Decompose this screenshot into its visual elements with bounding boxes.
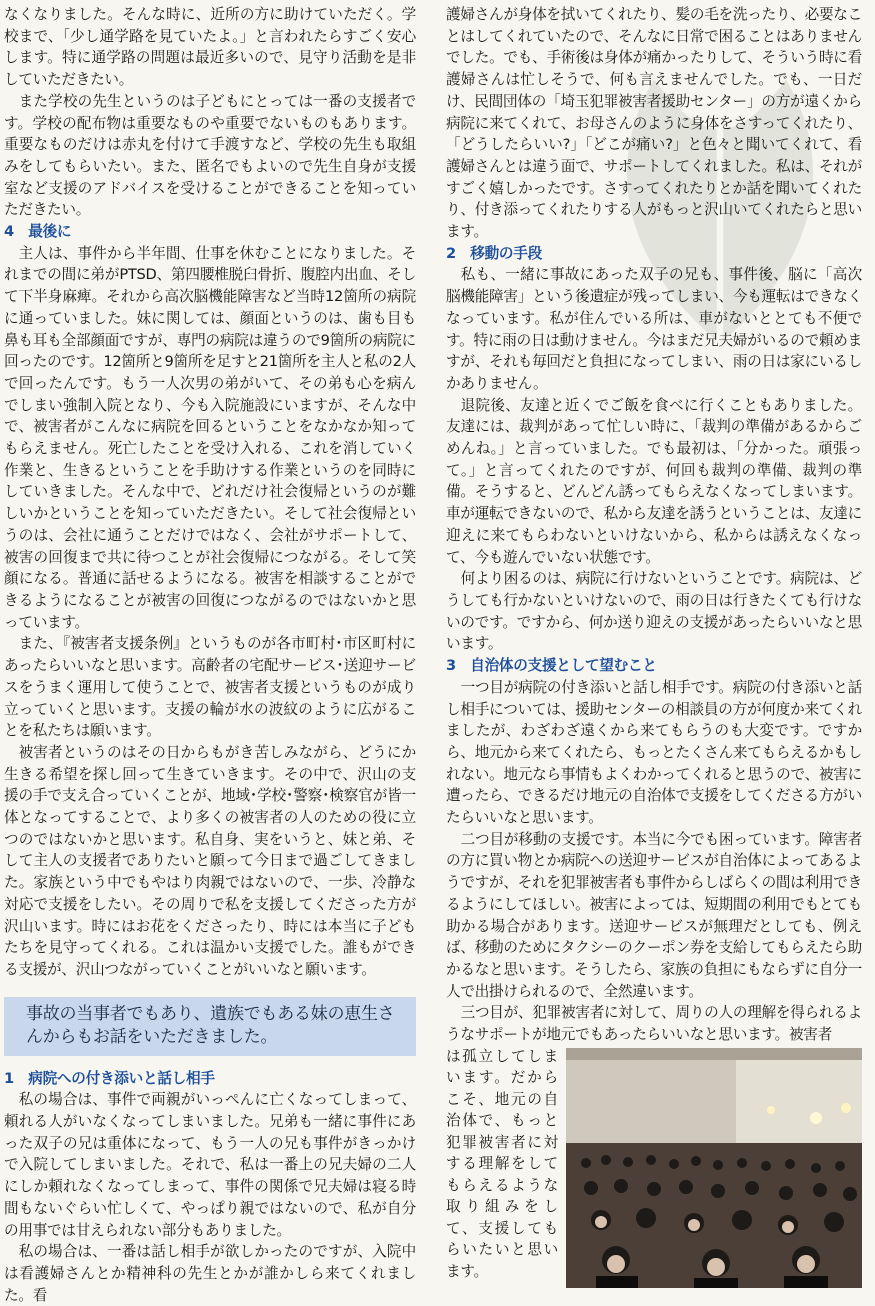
auditorium-photo (566, 1048, 862, 1288)
paragraph: は孤立してしまいます。だからこそ、地元の自治体で、もっと犯罪被害者に対する理解をしてもらえるような取り組みをして、支援してもらいたいと思います。 (446, 1047, 558, 1280)
paragraph: 三つ目が、犯罪被害者に対して、周りの人の理解を得られるようなサポートが地元でもあったらいいなと思います。被害者 (446, 1004, 862, 1044)
photo-block (446, 1046, 862, 1283)
paragraph: 主人は、事件から半年間、仕事を休むことになりました。それまでの間に弟がPTSD、第四腰椎脱臼骨折、腹腔内出血、そして下半身麻痺。それから高次脳機能障害など当時12箇所の病院に通っていました。妹に関しては、顔面というのは、歯も目も鼻も耳も全部顔面ですが、専門の病院は違うので9箇所の病院に回ったのです。12箇所と9箇所を足すと21箇所を主人と私の2人で回ったんです。もう一人次男の弟がいて、その弟も心を病んでしまい強制入院となり、今も入院施設にいますが、そんな中で、被害者がこんなに病院を回るということをなかなか知ってもらえません。死亡したことを受け入れる、これを消していく作業と、生きるということを手助けする作業というのを同時にしていきました。そんな中で、どれだけ社会復帰というのが難しいかということを知っていただきたい。そして社会復帰というのは、会社に通うことだけではなく、会社がサポートして、被害の回復まで共に待つことが社会復帰につながる。そして笑顔になる。普通に話せるようになる。被害を相談することができるようになることが被害の回復につながるのではないかと思っています。 (4, 244, 416, 631)
intro-banner: 事故の当事者でもあり、遺族でもある妹の恵生さんからもお話をいただきました。 (4, 997, 416, 1056)
paragraph: また学校の先生というのは子どもにとっては一番の支援者です。学校の配布物は重要なものや重要でないものもあります。重要なものだけは赤丸を付けて手渡すなど、学校の先生も取組みをしてもらいたい。また、匿名でもよいので先生自身が支援室など支援のアドバイスを受けることができることを知っていただきたい。 (4, 92, 416, 219)
section-heading: 2 移動の手段 (446, 244, 542, 262)
paragraph: 退院後、友達と近くでご飯を食べに行くこともありました。友達には、裁判があって忙しい時に、「裁判の準備があるからごめんね。」と言っていました。でも最初は、「分かった。頑張って。」と言ってくれたのですが、何回も裁判の準備、裁判の準備。そうすると、どんどん誘ってもらえなくなってしまいます。車が運転できないので、私から友達を誘うということは、友達に迎えに来てもらわないといけないから、私からは誘えなくなって、今も遊んでいない状態です。 (446, 396, 862, 566)
paragraph: 護婦さんが身体を拭いてくれたり、髪の毛を洗ったり、必要なことはしてくれていたので、そんなに日常で困ることはありませんでした。でも、手術後は身体が痛かったりして、そういう時に看護婦さんは忙しそうで、何も言えませんでした。でも、一日だけ、民間団体の「埼玉犯罪被害者援助センター」の方が遠くから病院に来てくれて、お母さんのように身体をさすってくれたり、「どうしたらいい?」「どこが痛い?」と色々と聞いてくれて、看護婦さんとは違う面で、サポートしてくれました。私は、それがすごく嬉しかったです。さすってくれたりとか話を聞いてくれたり、付き添ってくれたりする人がもっと沢山いてくれたらと思います。 (446, 6, 862, 241)
paragraph: 私の場合は、事件で両親がいっぺんに亡くなってしまって、頼れる人がいなくなってしまいました。兄弟も一緒に事件にあった双子の兄は重体になって、もう一人の兄も事件がきっかけで入院してしまいました。それで、私は一番上の兄夫婦の二人にしか頼れなくなってしまって、事件の関係で兄夫婦は寝る時間もないぐらい忙しくて、やっぱり親ではないので、私が自分の用事では甘えられない部分もありました。 (4, 1091, 416, 1239)
paragraph: なくなりました。そんな時に、近所の方に助けていただく。学校まで、「少し通学路を見ていたよ。」と言われたらすごく安心します。特に通学路の問題は最近多いので、見守り活動を是非していただきたい。 (4, 6, 416, 89)
section-heading: 3 自治体の支援として望むこと (446, 657, 657, 675)
paragraph: 私の場合は、一番は話し相手が欲しかったのですが、入院中は看護婦さんとか精神科の先生とかが誰かしら来てくれました。看 (4, 1243, 416, 1304)
section-heading: 1 病院への付き添いと話し相手 (4, 1069, 215, 1087)
paragraph: 二つ目が移動の支援です。本当に今でも困っています。障害者の方に買い物とか病院への送迎サービスが自治体によってあるようですが、それを犯罪被害者も事件からしばらくの間は利用できるようにしてほしい。被害によっては、短期間の利用でもとても助かる場合があります。送迎サービスが無理だとしても、例えば、移動のためにタクシーのクーポン券を支給してもらえたら助かるなと思います。そうしたら、家族の負担にもならずに自分一人で出掛けられるので、全然違います。 (446, 830, 862, 1000)
section-heading: 4 最後に (4, 223, 72, 241)
paragraph: 被害者というのはその日からもがき苦しみながら、どうにか生きる希望を探し回って生きていきます。その中で、沢山の支援の手で支え合っていくことが、地域･学校･警察･検察官が皆一体となってすることで、より多くの被害者の人のための役に立つのではないかと思います。私自身、実をいうと、妹と弟、そして主人の支援者でありたいと願って今日まで過ごしてきました。家族という中でもやはり肉親ではないので、一歩、冷静な対応で支援をしたい。その周りで私を支援してくださった方が沢山います。時にはお花をくださったり、時には本当に子どもたちを見守ってくれる。これは温かい支援でした。誰もができる支援が、沢山つながっていくことがいいなと願います。 (4, 743, 416, 978)
left-column (4, 4, 416, 1306)
right-column (446, 4, 862, 1288)
paragraph: 一つ目が病院の付き添いと話し相手です。病院の付き添いと話し相手については、援助センターの相談員の方が何度か来てくれましたが、わざわざ遠くから来てもらうのも大変です。ですから、地元から来てくれたら、もっとたくさん来てもらえるかもしれない。地元なら事情もよくわかってくれると思うので、被害に遭ったら、できるだけ地元の自治体で支援をしてくださる方がいたらいいなと思います。 (446, 678, 862, 827)
paragraph: また、『被害者支援条例』というものが各市町村･市区町村にあったらいいなと思います。高齢者の宅配サービス･送迎サービスをうまく運用して使うことで、被害者支援というものが成り立っていくと思います。支援の輪が水の波紋のように広がることを私たちは願います。 (4, 635, 416, 740)
paragraph: 私も、一緒に事故にあった双子の兄も、事件後、脳に「高次脳機能障害」という後遺症が残ってしまい、今も運転はできなくなっています。私が住んでいる所は、車がないととても不便です。特に雨の日は動けません。今はまだ兄夫婦がいるので頼めますが、それも毎回だと負担になってしまい、雨の日は家にいるしかありません。 (446, 266, 862, 392)
paragraph: 何より困るのは、病院に行けないということです。病院は、どうしても行かないといけないので、雨の日は行きたくても行けないのです。ですから、何か送り迎えの支援があったらいいなと思います。 (446, 570, 862, 653)
